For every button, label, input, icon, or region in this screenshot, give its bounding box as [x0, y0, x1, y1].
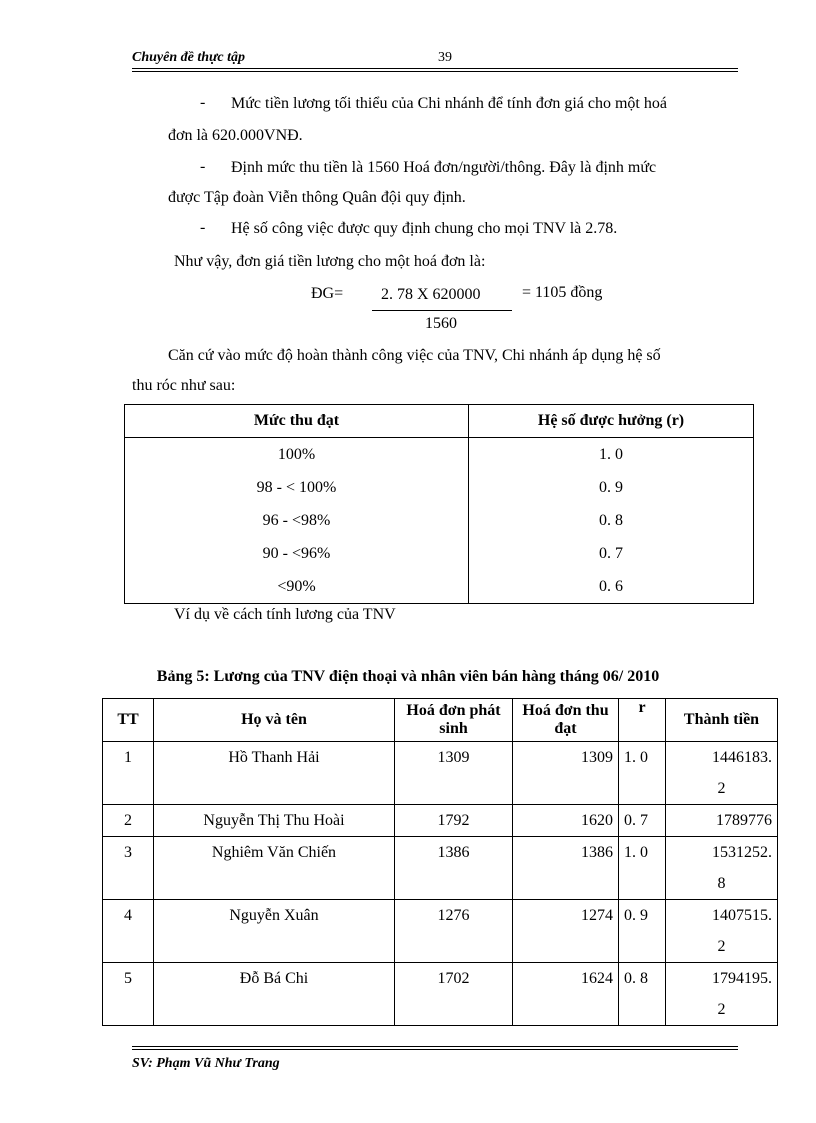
col-header-rate: Mức thu đạt — [125, 405, 469, 438]
amount-value: 1531252. — [712, 844, 772, 861]
footer-author: SV: Phạm Vũ Như Trang — [132, 1056, 280, 1071]
amount-value-cont: 2 — [717, 1001, 726, 1018]
footer-rule-2 — [132, 1049, 738, 1050]
collected-cell: 1624 — [513, 963, 619, 1026]
amount-value-cont: 2 — [717, 780, 726, 797]
collected-cell: 1620 — [513, 805, 619, 837]
r-cell: 1. 0 — [619, 837, 666, 900]
issued-cell: 1386 — [395, 837, 513, 900]
bullet-2-line-2: được Tập đoàn Viễn thông Quân đội quy định. — [168, 189, 466, 206]
col-header-coefficient: Hệ số được hưởng (r) — [469, 405, 754, 438]
coefficient-cell: 0. 7 — [469, 537, 754, 570]
bullet-1-line-2: đơn là 620.000VNĐ. — [168, 127, 303, 144]
table-header-row — [103, 699, 778, 742]
r-cell: 0. 9 — [619, 900, 666, 963]
col-header-name: Họ và tên — [154, 699, 395, 742]
col-header-amount: Thành tiền — [666, 699, 778, 742]
collected-cell: 1309 — [513, 742, 619, 805]
tt-cell: 4 — [103, 900, 154, 963]
table-header-row — [125, 405, 754, 438]
amount-value: 1407515. — [712, 907, 772, 924]
tt-cell: 1 — [103, 742, 154, 805]
col-header-r: r — [619, 699, 666, 742]
formula-denominator: 1560 — [425, 315, 457, 332]
table-row — [103, 837, 778, 900]
table-row — [103, 900, 778, 963]
amount-value-cont: 8 — [717, 875, 726, 892]
formula-lhs: ĐG= — [311, 285, 344, 302]
amount-value-cont: 2 — [717, 938, 726, 955]
bullet-dash: - — [200, 158, 206, 175]
header-title: Chuyên đề thực tập — [132, 50, 246, 65]
coefficient-table — [124, 404, 754, 604]
rate-cell: 100% — [125, 438, 469, 472]
intro-text: Như vậy, đơn giá tiền lương cho một hoá đơn là: — [174, 253, 486, 270]
bullet-3-line-1: Hệ số công việc được quy định chung cho mọi TNV là 2.78. — [231, 220, 618, 237]
r-cell: 1. 0 — [619, 742, 666, 805]
issued-cell: 1792 — [395, 805, 513, 837]
formula-numerator: 2. 78 X 620000 — [381, 286, 481, 303]
r-cell: 0. 8 — [619, 963, 666, 1026]
table-row — [103, 805, 778, 837]
fraction-bar — [372, 310, 512, 311]
rate-cell: 96 - <98% — [125, 504, 469, 537]
amount-cell — [666, 900, 778, 963]
rate-cell: 98 - < 100% — [125, 471, 469, 504]
amount-cell — [666, 837, 778, 900]
amount-value: 1446183. — [712, 749, 772, 766]
name-cell: Hồ Thanh Hải — [154, 742, 395, 805]
name-cell: Nguyễn Xuân — [154, 900, 395, 963]
para-2-line-2: thu róc như sau: — [132, 377, 236, 394]
coefficient-cell: 0. 9 — [469, 471, 754, 504]
bullet-dash: - — [200, 94, 206, 111]
table-row — [125, 438, 754, 472]
table-row — [103, 963, 778, 1026]
bullet-1-line-1: Mức tiền lương tối thiểu của Chi nhánh để tính đơn giá cho một hoá — [231, 95, 667, 112]
collected-cell: 1386 — [513, 837, 619, 900]
header-rule-2 — [132, 71, 738, 72]
salary-table — [102, 698, 778, 1026]
table-caption: Bảng 5: Lương của TNV điện thoại và nhân viên bán hàng tháng 06/ 2010 — [156, 668, 660, 685]
coefficient-cell: 0. 8 — [469, 504, 754, 537]
table-row — [125, 537, 754, 570]
tt-cell: 2 — [103, 805, 154, 837]
amount-value: 1789776 — [716, 812, 772, 829]
col-header-tt: TT — [103, 699, 154, 742]
formula-rhs: = 1105 đồng — [522, 284, 603, 301]
issued-cell: 1276 — [395, 900, 513, 963]
header-rule — [132, 68, 738, 69]
coefficient-cell: 1. 0 — [469, 438, 754, 472]
table-row — [125, 504, 754, 537]
tt-cell: 5 — [103, 963, 154, 1026]
name-cell: Nghiêm Văn Chiến — [154, 837, 395, 900]
tt-cell: 3 — [103, 837, 154, 900]
collected-cell: 1274 — [513, 900, 619, 963]
page-number: 39 — [438, 50, 452, 65]
col-header-issued: Hoá đơn phát sinh — [395, 699, 513, 742]
coefficient-cell: 0. 6 — [469, 570, 754, 604]
amount-value: 1794195. — [712, 970, 772, 987]
issued-cell: 1702 — [395, 963, 513, 1026]
footer-rule — [132, 1046, 738, 1047]
col-header-collected: Hoá đơn thu đạt — [513, 699, 619, 742]
rate-cell: 90 - <96% — [125, 537, 469, 570]
example-text: Ví dụ về cách tính lương của TNV — [174, 606, 396, 623]
bullet-2-line-1: Định mức thu tiền là 1560 Hoá đơn/người/thông. Đây là định mức — [231, 159, 657, 176]
r-cell: 0. 7 — [619, 805, 666, 837]
issued-cell: 1309 — [395, 742, 513, 805]
para-2-line-1: Căn cứ vào mức độ hoàn thành công việc của TNV, Chi nhánh áp dụng hệ số — [168, 347, 661, 364]
amount-cell — [666, 963, 778, 1026]
name-cell: Nguyễn Thị Thu Hoài — [154, 805, 395, 837]
table-row — [125, 570, 754, 604]
bullet-dash: - — [200, 219, 206, 236]
rate-cell: <90% — [125, 570, 469, 604]
table-row — [103, 742, 778, 805]
amount-cell — [666, 742, 778, 805]
table-row — [125, 471, 754, 504]
amount-cell — [666, 805, 778, 837]
name-cell: Đỗ Bá Chi — [154, 963, 395, 1026]
